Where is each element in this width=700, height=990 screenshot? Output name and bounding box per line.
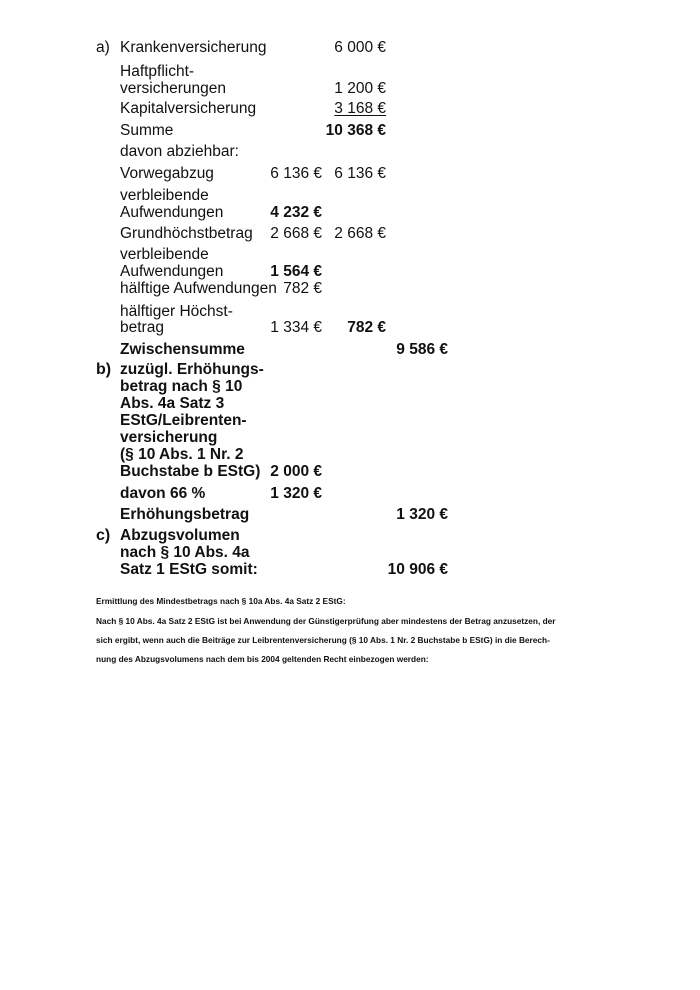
table-row xyxy=(96,142,476,161)
row-amount: 6 000 € xyxy=(334,39,386,56)
table-row xyxy=(96,484,476,503)
row-name-line: nach § 10 Abs. 4a xyxy=(120,544,250,561)
row-amount: 1 200 € xyxy=(334,80,386,97)
row-amount-col1: 1 320 € xyxy=(270,485,322,502)
row-name-line: Aufwendungen xyxy=(120,263,224,280)
row-name-line: Summe xyxy=(120,122,174,139)
row-amount-col1: 2 668 € xyxy=(270,225,322,242)
table-row xyxy=(96,505,476,524)
row-name-line: hälftiger Höchst- xyxy=(120,303,233,320)
row-name-line: zuzügl. Erhöhungs- xyxy=(120,361,264,378)
table-row xyxy=(96,186,476,224)
section-heading: Ermittlung des Mindestbetrags nach § 10a Abs. 4a Satz 2 EStG: xyxy=(96,596,346,606)
table-row xyxy=(96,360,476,480)
table-row xyxy=(96,302,476,340)
row-name-line: betrag xyxy=(120,319,164,336)
row-name-line: Abs. 4a Satz 3 xyxy=(120,395,225,412)
row-amount: 6 136 € xyxy=(334,165,386,182)
row-name-line: Haftpflicht- xyxy=(120,63,195,80)
table-row xyxy=(96,340,476,359)
row-amount-col1: 6 136 € xyxy=(270,165,322,182)
row-name-line: Krankenversicherung xyxy=(120,39,267,56)
row-name-line: EStG/Leibrenten- xyxy=(120,412,247,429)
table-row xyxy=(96,38,476,57)
row-label: b) xyxy=(96,361,112,378)
row-name-line: verbleibende xyxy=(120,187,209,204)
row-name-line: (§ 10 Abs. 1 Nr. 2 xyxy=(120,446,244,463)
paragraph-line: nung des Abzugsvolumens nach dem bis 2004 geltenden Recht einbezogen werden: xyxy=(96,654,429,664)
row-name-line: versicherung xyxy=(120,429,218,446)
row-name-line: Vorwegabzug xyxy=(120,165,214,182)
row-amount: 10 368 € xyxy=(325,122,386,139)
row-name-line: Abzugsvolumen xyxy=(120,527,240,544)
table-row xyxy=(96,279,476,298)
table-row xyxy=(96,224,476,243)
row-name-line: betrag nach § 10 xyxy=(120,378,243,395)
table-row xyxy=(96,164,476,183)
row-name-line: Grundhöchstbetrag xyxy=(120,225,253,242)
row-name-line: Buchstabe b EStG) xyxy=(120,463,261,480)
row-name-line: Satz 1 EStG somit: xyxy=(120,561,258,578)
row-name-line: hälftige Aufwendungen xyxy=(120,280,277,297)
paragraph-line: Nach § 10 Abs. 4a Satz 2 EStG ist bei Anwendung der Günstigerprüfung aber mindestens der Betrag anzusetzen, der xyxy=(96,616,556,626)
table-row xyxy=(96,121,476,140)
row-amount-col1: 2 000 € xyxy=(270,463,322,480)
row-label: a) xyxy=(96,39,110,56)
row-amount: 782 € xyxy=(347,319,386,336)
row-name-line: davon abziehbar: xyxy=(120,143,239,160)
body-paragraph xyxy=(96,612,626,669)
row-name-line: Zwischensumme xyxy=(120,341,245,358)
row-name-line: versicherungen xyxy=(120,80,226,97)
row-name-line: verbleibende xyxy=(120,246,209,263)
row-amount-total: 10 906 € xyxy=(387,561,448,578)
paragraph-line: sich ergibt, wenn auch die Beiträge zur Leibrentenversicherung (§ 10 Abs. 1 Nr. 2 Buchstabe b EStG) in die Berech- xyxy=(96,635,550,645)
row-amount-total: 9 586 € xyxy=(396,341,448,358)
row-amount: 2 668 € xyxy=(334,225,386,242)
row-amount-col1: 1 564 € xyxy=(270,263,322,280)
row-label: c) xyxy=(96,527,111,544)
row-name-line: Aufwendungen xyxy=(120,204,224,221)
row-name-line: Kapitalversicherung xyxy=(120,100,257,117)
row-amount: 3 168 € xyxy=(334,100,386,117)
table-row xyxy=(96,99,476,118)
table-row xyxy=(96,526,476,581)
table-row xyxy=(96,245,476,283)
row-amount-col1: 4 232 € xyxy=(270,204,322,221)
row-amount-total: 1 320 € xyxy=(396,506,448,523)
row-name-line: davon 66 % xyxy=(120,485,206,502)
row-name-line: Erhöhungsbetrag xyxy=(120,506,250,523)
row-amount-col1: 1 334 € xyxy=(270,319,322,336)
row-amount-col1: 782 € xyxy=(283,280,322,297)
table-row xyxy=(96,62,476,100)
